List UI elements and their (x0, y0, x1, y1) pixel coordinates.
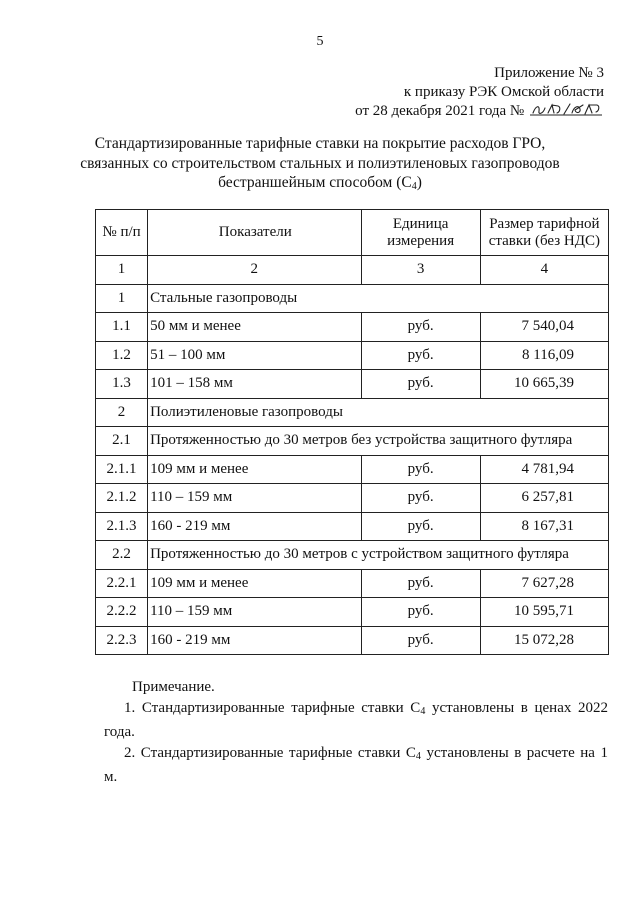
table-row (96, 341, 609, 370)
note-2 (84, 743, 608, 788)
rate-value-cell: 8 167,31 (480, 512, 608, 541)
indicator-cell: 160 - 219 мм (148, 512, 361, 541)
indicator-cell: 109 мм и менее (148, 569, 361, 598)
section-row (96, 541, 609, 570)
handwritten-order-number (528, 102, 604, 118)
section-name-cell: Стальные газопроводы (148, 284, 609, 313)
note-2-text-end: установлены в расчете на 1 м. (104, 744, 608, 785)
row-number-cell: 1.1 (96, 313, 148, 342)
table-row (96, 569, 609, 598)
rate-value-cell: 6 257,81 (480, 484, 608, 513)
unit-cell: руб. (361, 484, 480, 513)
unit-cell: руб. (361, 512, 480, 541)
row-number-cell: 2 (96, 398, 148, 427)
row-number-cell: 2.2.1 (96, 569, 148, 598)
row-number-cell: 2.2.3 (96, 626, 148, 655)
table-header-row (96, 210, 609, 256)
header-value: Размер тарифной ставки (без НДС) (480, 210, 608, 256)
title-line-3 (80, 173, 560, 197)
unit-cell: руб. (361, 455, 480, 484)
notes-block (104, 677, 608, 788)
unit-cell: руб. (361, 626, 480, 655)
note-1-text-end: установлены в ценах 2022 года. (104, 699, 608, 740)
row-number-cell: 2.1.2 (96, 484, 148, 513)
row-number-cell: 2.2.2 (96, 598, 148, 627)
table-row (96, 626, 609, 655)
section-name-cell: Протяженностью до 30 метров без устройства защитного футляра (148, 427, 609, 456)
unit-cell: руб. (361, 598, 480, 627)
table-body (96, 284, 609, 655)
rate-value-cell: 10 595,71 (480, 598, 608, 627)
title-line-1: Стандартизированные тарифные ставки на покрытие расходов ГРО, (94, 135, 546, 152)
page-number: 5 (316, 34, 324, 49)
section-name-cell: Полиэтиленовые газопроводы (148, 398, 609, 427)
unit-cell: руб. (361, 341, 480, 370)
table-row (96, 484, 609, 513)
unit-cell: руб. (361, 313, 480, 342)
title-line-2: связанных со строительством стальных и полиэтиленовых газопроводов (80, 154, 560, 172)
row-number-cell: 1.3 (96, 370, 148, 399)
index-cell: 3 (361, 256, 480, 285)
header-unit: Единица измерения (361, 210, 480, 256)
index-cell: 2 (148, 256, 361, 285)
order-date: от 28 декабря 2021 года № (355, 103, 525, 119)
notes-heading: Примечание. (132, 679, 215, 695)
rate-value-cell: 4 781,94 (480, 455, 608, 484)
header-name: Показатели (148, 210, 361, 256)
indicator-cell: 50 мм и менее (148, 313, 361, 342)
title-subscript: 4 (411, 181, 417, 192)
rate-value-cell: 8 116,09 (480, 341, 608, 370)
indicator-cell: 101 – 158 мм (148, 370, 361, 399)
table-row (96, 598, 609, 627)
rate-value-cell: 10 665,39 (480, 370, 608, 399)
order-date-line (355, 102, 604, 121)
indicator-cell: 160 - 219 мм (148, 626, 361, 655)
header-num: № п/п (96, 210, 148, 256)
row-number-cell: 1.2 (96, 341, 148, 370)
note-2-subscript: 4 (415, 750, 421, 762)
row-number-cell: 2.2 (96, 541, 148, 570)
appendix-label: Приложение № 3 (494, 65, 604, 81)
tariff-table (95, 209, 609, 655)
indicator-cell: 110 – 159 мм (148, 598, 361, 627)
approval-block (355, 64, 604, 121)
rate-value-cell: 7 627,28 (480, 569, 608, 598)
section-row (96, 284, 609, 313)
rate-value-cell: 15 072,28 (480, 626, 608, 655)
indicator-cell: 51 – 100 мм (148, 341, 361, 370)
section-row (96, 427, 609, 456)
table-row (96, 313, 609, 342)
row-number-cell: 2.1.3 (96, 512, 148, 541)
column-index-row (96, 256, 609, 285)
unit-cell: руб. (361, 569, 480, 598)
title-line-3-text: бестраншейным способом (С (218, 174, 412, 191)
table-row (96, 512, 609, 541)
section-name-cell: Протяженностью до 30 метров с устройством защитного футляра (148, 541, 609, 570)
index-cell: 4 (480, 256, 608, 285)
table-row (96, 455, 609, 484)
indicator-cell: 109 мм и менее (148, 455, 361, 484)
indicator-cell: 110 – 159 мм (148, 484, 361, 513)
table-row (96, 370, 609, 399)
note-1-subscript: 4 (420, 705, 426, 717)
index-cell: 1 (96, 256, 148, 285)
unit-cell: руб. (361, 370, 480, 399)
title-line-3-end: ) (416, 174, 422, 191)
rate-value-cell: 7 540,04 (480, 313, 608, 342)
document-title (80, 134, 560, 197)
note-1 (84, 698, 608, 743)
section-row (96, 398, 609, 427)
order-reference: к приказу РЭК Омской области (403, 84, 604, 100)
note-2-text: 2. Стандартизированные тарифные ставки С (124, 744, 416, 761)
note-1-text: 1. Стандартизированные тарифные ставки С (124, 699, 421, 716)
row-number-cell: 1 (96, 284, 148, 313)
row-number-cell: 2.1 (96, 427, 148, 456)
row-number-cell: 2.1.1 (96, 455, 148, 484)
